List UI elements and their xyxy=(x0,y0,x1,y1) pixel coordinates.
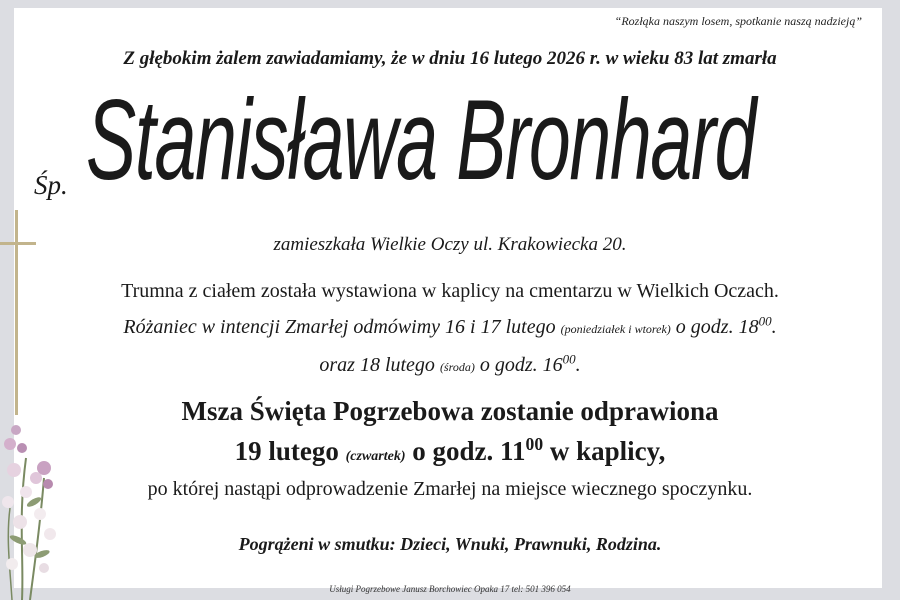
flowers-icon xyxy=(0,418,70,600)
rosary-days: (poniedziałek i wtorek) xyxy=(560,322,671,336)
mourners: Pogrążeni w smutku: Dzieci, Wnuki, Prawnuki, Rodzina. xyxy=(238,534,662,554)
mass-date-line xyxy=(0,436,900,467)
rosary-line-1 xyxy=(0,313,900,339)
burial-info: po której nastąpi odprowadzenie Zmarłej na miejsce wiecznego spoczynku. xyxy=(147,478,753,500)
motto: “Rozłąka naszym losem, spotkanie naszą nadzieją” xyxy=(614,14,862,28)
rosary2-text: oraz 18 lutego xyxy=(319,354,435,376)
mass-place: w kaplicy, xyxy=(549,436,666,466)
mass-day: (czwartek) xyxy=(345,449,406,464)
deceased-name: Stanisława Bronhard xyxy=(86,77,756,204)
rosary-line-2 xyxy=(0,351,900,377)
mass-date: 19 lutego xyxy=(234,436,339,466)
rosary2-time: o godz. $16^{00}$. xyxy=(479,351,581,376)
rosary-time: o godz. $18^{00}$. xyxy=(675,313,777,338)
rosary2-day: (środa) xyxy=(439,360,475,374)
coffin-info: Trumna z ciałem została wystawiona w kaplicy na cmentarzu w Wielkich Oczach. xyxy=(121,280,779,302)
mass-heading: Msza Święta Pogrzebowa zostanie odprawiona xyxy=(181,396,719,426)
intro-text: Z głębokim żalem zawiadamiamy, że w dniu 16 lutego 2026 r. w wieku 83 lat zmarła xyxy=(123,48,777,69)
mass-time: o godz. $11^{00}$ xyxy=(412,434,544,466)
cross-icon xyxy=(0,210,40,415)
address: zamieszkała Wielkie Oczy ul. Krakowiecka 20. xyxy=(273,234,627,255)
rosary-text: Różaniec w intencji Zmarłej odmówimy 16 i 17 lutego xyxy=(123,316,556,338)
name-prefix: Śp. xyxy=(34,170,68,200)
funeral-home-footer: Usługi Pogrzebowe Janusz Borchowiec Opaka 17 tel: 501 396 054 xyxy=(329,584,571,594)
